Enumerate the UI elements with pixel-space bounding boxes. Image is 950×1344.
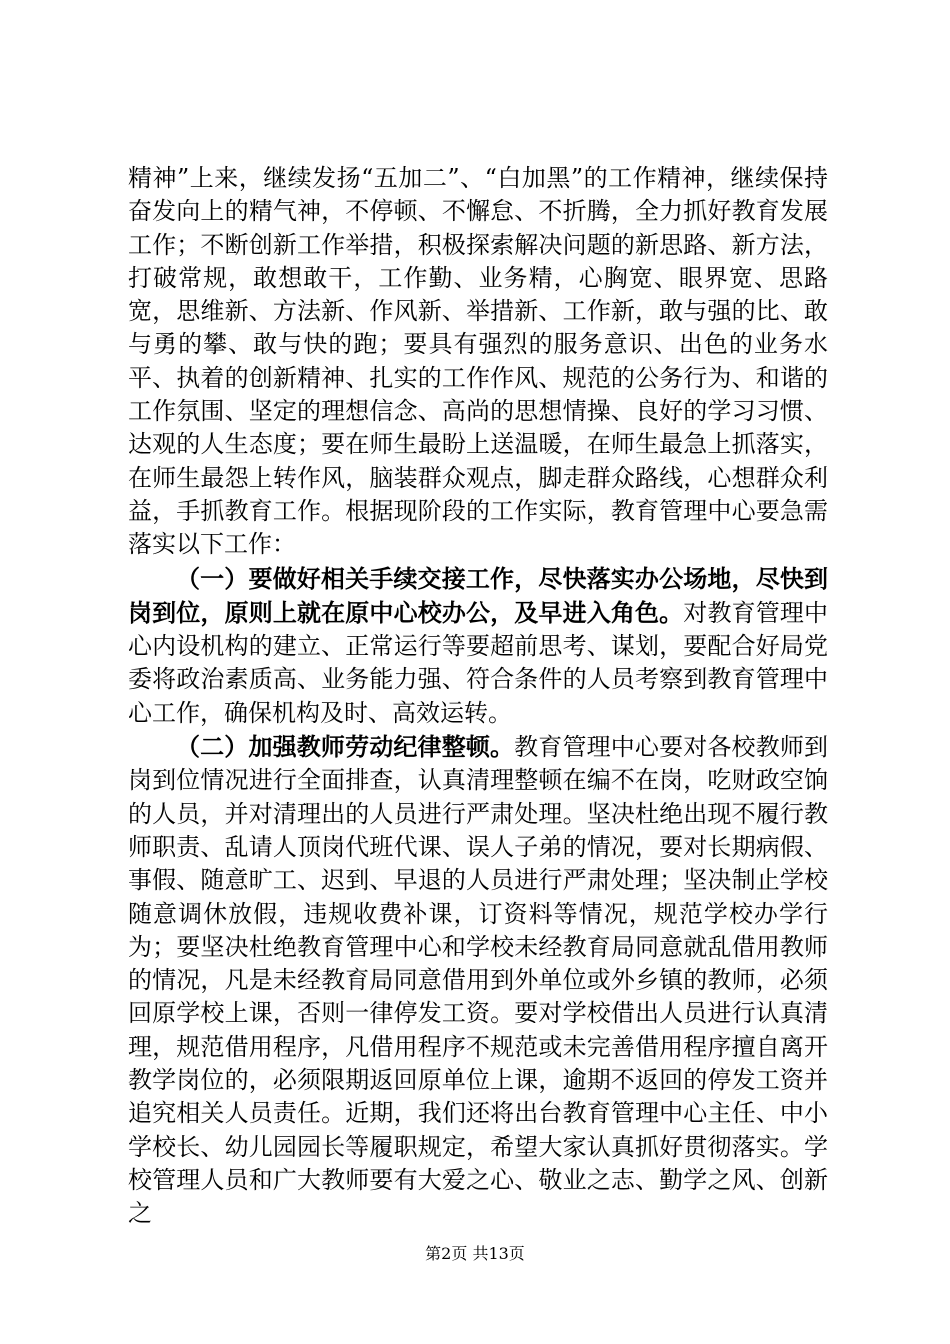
section-2-heading: （二）加强教师劳动纪律整顿。 [176,732,515,762]
section-1-heading: （一）要做好相关手续交接工作，尽快落实办公场地，尽快到岗到位，原则上就在原中心校办公，及早进入角色。 [128,563,828,627]
page-number-label: 第2页 共13页 [425,1244,525,1263]
page-footer [0,1244,950,1264]
paragraph-continuation [128,162,828,562]
paragraph-text: 精神”上来，继续发扬“五加二”、“白加黑”的工作精神，继续保持奋发向上的精气神，不停顿、不懈怠、不折腾，全力抓好教育发展工作；不断创新工作举措，积极探索解决问题的新思路、新方法，打破常规，敢想敢干，工作勤、业务精，心胸宽、眼界宽、思路宽，思维新、方法新、作风新、举措新、工作新，敢与强的比、敢与勇的攀、敢与快的跑；要具有强烈的服务意识、出色的业务水平、执着的创新精神、扎实的工作作风、规范的公务行为、和谐的工作氛围、坚定的理想信念、高尚的思想情操、良好的学习习惯、达观的人生态度；要在师生最盼上送温暖，在师生最急上抓落实，在师生最怨上转作风，脑装群众观点，脚走群众路线，心想群众利益，手抓教育工作。根据现阶段的工作实际，教育管理中心要急需落实以下工作： [128,164,828,559]
paragraph-text: 对教育管理中心内设机构的建立、正常运行等要超前思考、谋划，要配合好局党委将政治素质高、业务能力强、符合条件的人员考察到教育管理中心工作，确保机构及时、高效运转。 [128,598,829,727]
paragraph-text: 教育管理中心要对各校教师到岗到位情况进行全面排查，认真清理整顿在编不在岗，吃财政空饷的人员，并对清理出的人员进行严肃处理。坚决杜绝出现不履行教师职责、乱请人顶岗代班代课、误人子弟的情况，要对长期病假、事假、随意旷工、迟到、早退的人员进行严肃处理；坚决制止学校随意调休放假，违规收费补课，订资料等情况，规范学校办学行为；要坚决杜绝教育管理中心和学校未经教育局同意就乱借用教师的情况，凡是未经教育局同意借用到外单位或外乡镇的教师，必须回原学校上课，否则一律停发工资。要对学校借出人员进行认真清理，规范借用程序，凡借用程序不规范或未完善借用程序擅自离开教学岗位的，必须限期返回原单位上课，逾期不返回的停发工资并追究相关人员责任。近期，我们还将出台教育管理中心主任、中小学校长、幼儿园园长等履职规定，希望大家认真抓好贯彻落实。学校管理人员和广大教师要有大爱之心、敬业之志、勤学之风、创新之 [128,733,829,1228]
paragraph-section-2 [128,730,828,1230]
document-body [128,162,828,1231]
paragraph-section-1 [128,562,828,730]
